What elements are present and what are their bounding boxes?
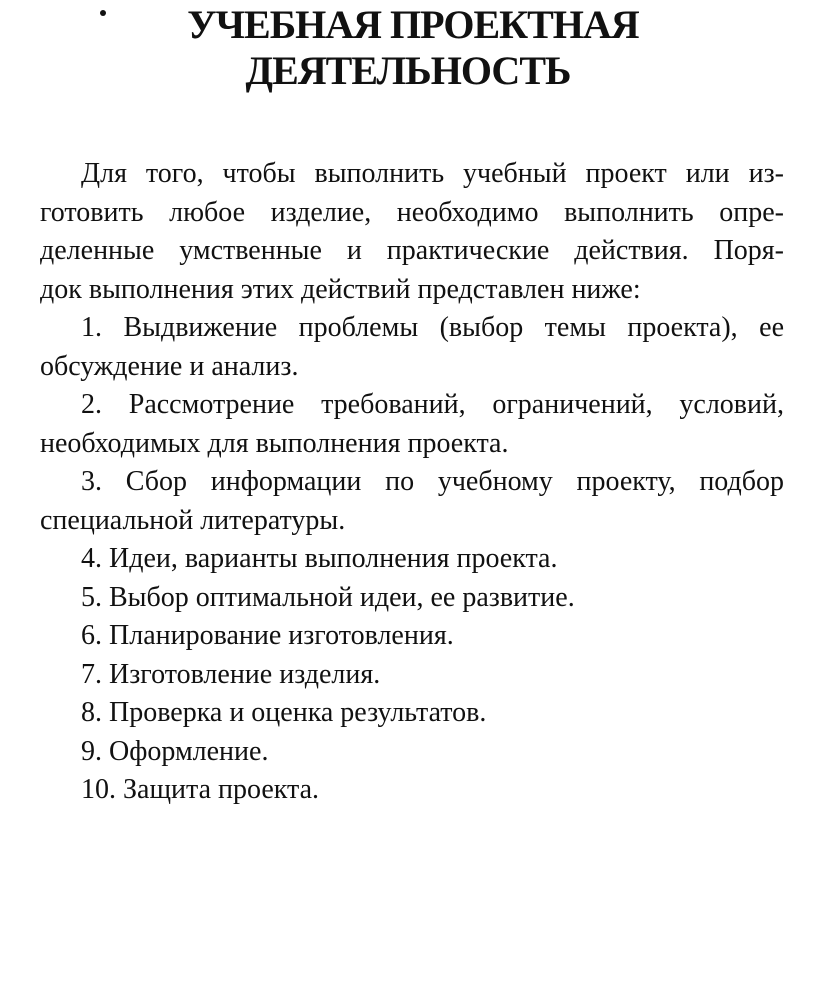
- document-body: [40, 155, 784, 810]
- list-item-line: специальной литературы.: [40, 504, 346, 536]
- list-item: 9. Оформление.: [81, 735, 269, 767]
- list-item: [40, 463, 784, 540]
- title-line-2: ДЕЯТЕЛЬНОСТЬ: [245, 48, 571, 93]
- intro-line: деленные умственные и практические действия. Поря-: [40, 235, 784, 266]
- list-item: 4. Идеи, варианты выполнения проекта.: [81, 543, 558, 574]
- intro-line: готовить любое изделие, необходимо выполнить опре-: [40, 196, 784, 228]
- list-item: 8. Проверка и оценка результатов.: [81, 697, 487, 728]
- list-item-line: обсуждение и анализ.: [40, 350, 299, 382]
- list-item-line: 2. Рассмотрение требований, ограничений, условий,: [81, 389, 784, 420]
- intro-paragraph: [40, 155, 784, 309]
- intro-line: док выполнения этих действий представлен ниже:: [40, 273, 641, 305]
- list-item: [40, 309, 784, 386]
- list-item: 6. Планирование изготовления.: [81, 620, 454, 651]
- list-item: 10. Защита проекта.: [81, 774, 319, 805]
- list-item: 5. Выбор оптимальной идеи, ее развитие.: [81, 581, 575, 613]
- title-line-1: УЧЕБНАЯ ПРОЕКТНАЯ: [187, 2, 639, 47]
- list-item-line: необходимых для выполнения проекта.: [40, 427, 509, 459]
- list-item: [40, 386, 784, 463]
- intro-line: Для того, чтобы выполнить учебный проект или из-: [81, 158, 784, 189]
- steps-list: [40, 309, 784, 810]
- list-item-line: 1. Выдвижение проблемы (выбор темы проекта), ее: [81, 312, 784, 343]
- page-title: [0, 0, 816, 94]
- list-item: 7. Изготовление изделия.: [81, 658, 381, 690]
- list-item-line: 3. Сбор информации по учебному проекту, подбор: [81, 466, 784, 497]
